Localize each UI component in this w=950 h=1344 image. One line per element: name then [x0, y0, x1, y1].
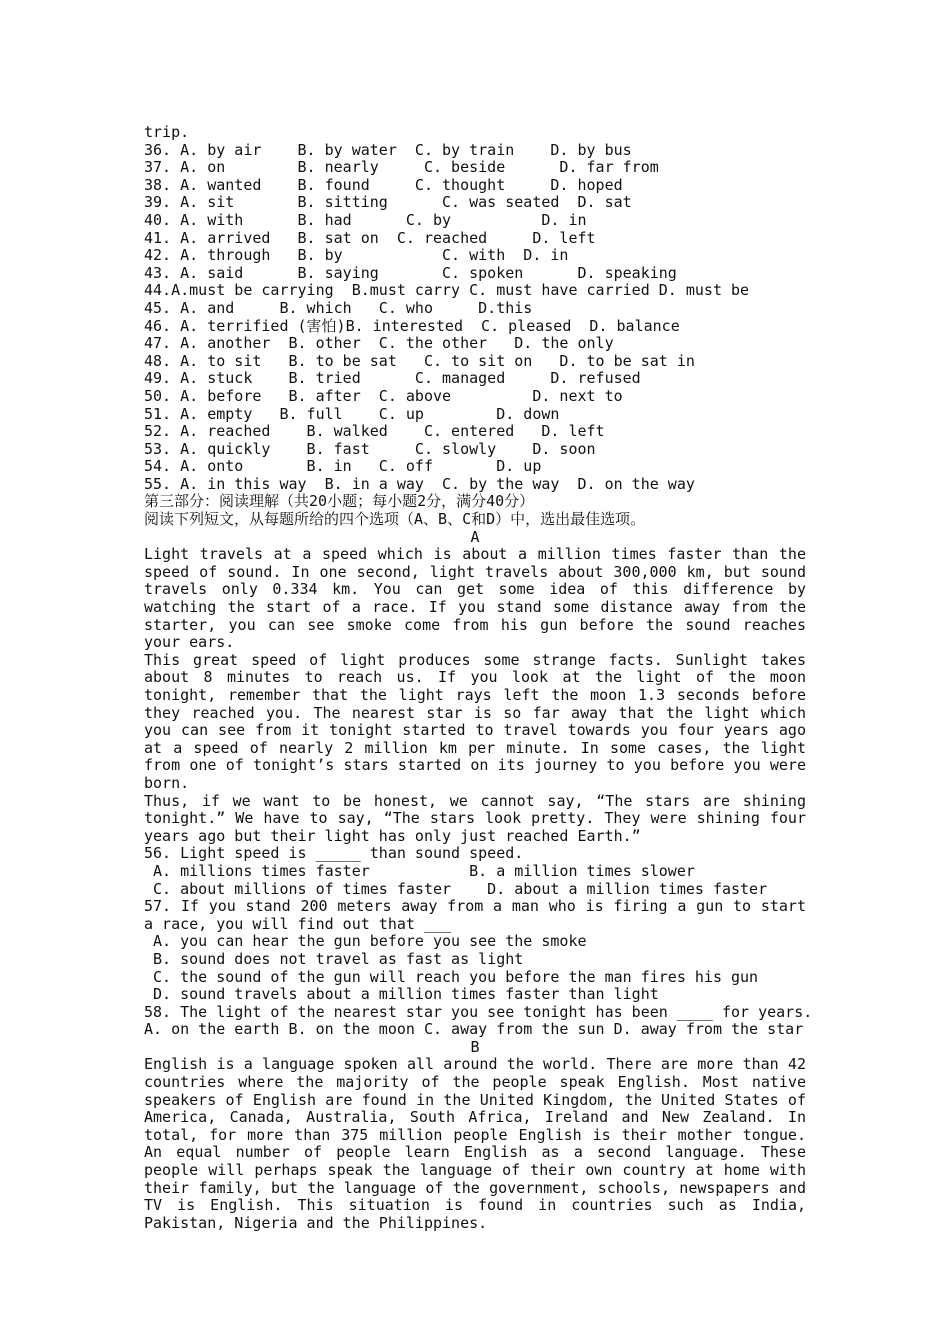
question-56-options-row-2: C. about millions of times faster D. about a million times faster [144, 879, 768, 898]
section-heading: 第三部分：阅读理解（共20小题；每小题2分，满分40分） [144, 492, 535, 511]
passage-a-label: A [470, 527, 480, 546]
passage-a-paragraph-3: Thus, if we want to be honest, we cannot say, “The stars are shining tonight.” We have to say, “The stars look pretty. They were shining four years ago but their light has only just reached Earth.” [144, 791, 806, 845]
cloze-option-37: 37. A. on B. nearly C. beside D. far from [144, 158, 659, 177]
cloze-option-55: 55. A. in this way B. in a way C. by the way D. on the way [144, 474, 695, 493]
cloze-option-36: 36. A. by air B. by water C. by train D. by bus [144, 140, 632, 159]
cloze-option-48: 48. A. to sit B. to be sat C. to sit on D. to be sat in [144, 351, 695, 370]
cloze-option-47: 47. A. another B. other C. the other D. the only [144, 334, 614, 353]
cloze-option-40: 40. A. with B. had C. by D. in [144, 210, 587, 229]
cloze-option-42: 42. A. through B. by C. with D. in [144, 246, 569, 265]
document-page [144, 123, 813, 1232]
passage-a-paragraph-1: Light travels at a speed which is about a million times faster than the speed of sound. In one second, light travels about 300,000 km, but sound travels only 0.334 km. You can get some idea of this difference by watching the start of a race. If you stand some distance away from the starter, you can see smoke come from his gun before the sound reaches your ears. [144, 545, 806, 652]
cloze-option-45: 45. A. and B. which C. who D.this [144, 298, 533, 317]
question-57-option-c: C. the sound of the gun will reach you before the man fires his gun [144, 967, 759, 986]
section-instruction: 阅读下列短文，从每题所给的四个选项（A、B、C和D）中，选出最佳选项。 [144, 510, 646, 529]
cloze-option-53: 53. A. quickly B. fast C. slowly D. soon [144, 439, 596, 458]
question-57-option-a: A. you can hear the gun before you see the smoke [144, 932, 587, 951]
question-56-options-row-1: A. millions times faster B. a million times slower [144, 861, 695, 880]
cloze-option-49: 49. A. stuck B. tried C. managed D. refused [144, 369, 641, 388]
question-57-option-b: B. sound does not travel as fast as light [144, 949, 524, 968]
passage-b-label: B [470, 1037, 480, 1056]
passage-b-paragraph-1: English is a language spoken all around the world. There are more than 42 countries where the majority of the people speak English. Most native speakers of English are found in the United Kingdom, the United States of America, Canada, Australia, South Africa, Ireland and New Zealand. In total, for more than 375 million people English is their mother tongue. An equal number of people learn English as a second language. These people will perhaps speak the language of their own country at home with their family, but the language of the government, schools, newspapers and TV is English. This situation is found in countries such as India, Pakistan, Nigeria and the Philippines. [144, 1055, 806, 1232]
cloze-option-39: 39. A. sit B. sitting C. was seated D. sat [144, 193, 632, 212]
cloze-option-51: 51. A. empty B. full C. up D. down [144, 404, 560, 423]
passage-a-paragraph-2: This great speed of light produces some strange facts. Sunlight takes about 8 minutes to reach us. If you look at the light of the moon tonight, remember that the light rays left the moon 1.3 seconds before they reached you. The nearest star is so far away that the light which you can see from it tonight started to travel towards you four years ago at a speed of nearly 2 million km per minute. In some cases, the light from one of tonight’s stars started on its journey to you before you were born. [144, 650, 806, 792]
cloze-option-38: 38. A. wanted B. found C. thought D. hoped [144, 175, 623, 194]
question-58-options: A. on the earth B. on the moon C. away from the sun D. away from the star [144, 1020, 804, 1039]
cloze-option-54: 54. A. onto B. in C. off D. up [144, 457, 542, 476]
cloze-option-44: 44.A.must be carrying B.must carry C. must have carried D. must be [144, 281, 750, 300]
question-57-stem: 57. If you stand 200 meters away from a man who is firing a gun to start a race, you will find out that ___ [144, 897, 806, 933]
cloze-option-43: 43. A. said B. saying C. spoken D. speaking [144, 263, 677, 282]
cloze-option-41: 41. A. arrived B. sat on C. reached D. left [144, 228, 596, 247]
cloze-options-list [144, 142, 806, 494]
question-57-option-d: D. sound travels about a million times faster than light [144, 985, 659, 1004]
question-58-stem: 58. The light of the nearest star you see tonight has been ____ for years. [144, 1002, 813, 1021]
cloze-option-46: 46. A. terrified (害怕)B. interested C. pleased D. balance [144, 316, 680, 335]
cloze-option-50: 50. A. before B. after C. above D. next to [144, 386, 623, 405]
cloze-option-52: 52. A. reached B. walked C. entered D. left [144, 422, 605, 441]
question-56-stem: 56. Light speed is _____ than sound speed. [144, 844, 524, 863]
top-fragment: trip. [144, 123, 190, 141]
